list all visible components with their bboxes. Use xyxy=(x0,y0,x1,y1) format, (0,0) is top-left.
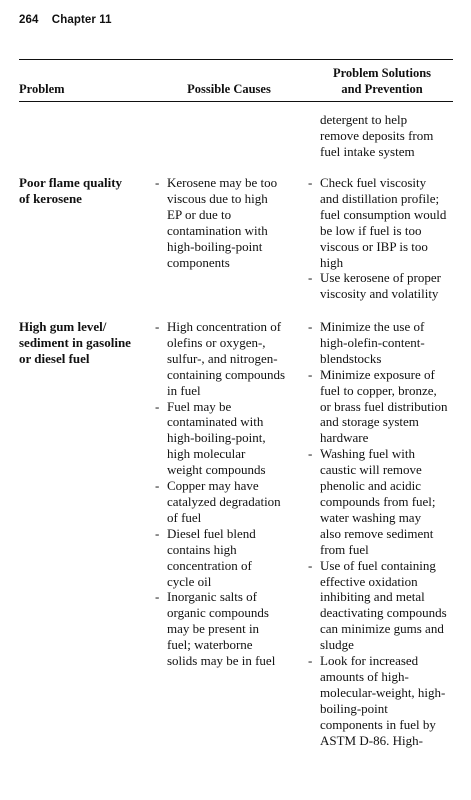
causes-poor-flame-quality xyxy=(154,175,300,270)
solution-item xyxy=(307,270,467,302)
text-line: solids may be in fuel xyxy=(167,653,276,669)
text-line: also remove sediment xyxy=(320,525,434,541)
cause-item xyxy=(154,526,304,590)
text-line: of fuel xyxy=(167,509,202,525)
text-line: or diesel fuel xyxy=(19,350,90,366)
text-line: - Diesel fuel blend xyxy=(167,525,256,541)
continued-solution-cell xyxy=(320,112,460,160)
text-line: concentration of xyxy=(167,557,252,573)
column-header-solutions-line1: Problem Solutions xyxy=(332,66,432,80)
text-line: of kerosene xyxy=(19,190,82,206)
text-line: weight compounds xyxy=(167,462,266,478)
text-line: sulfur-, and nitrogen- xyxy=(167,350,278,366)
text-line: and storage system xyxy=(320,414,419,430)
text-line: or brass fuel distribution xyxy=(320,398,448,414)
text-line: - Use of fuel containing xyxy=(320,557,436,573)
text-line: - Copper may have xyxy=(167,478,259,494)
text-line: from fuel xyxy=(320,541,369,557)
chapter-title: Chapter 11 xyxy=(51,14,112,26)
solution-item xyxy=(307,558,469,653)
text-line: cycle oil xyxy=(167,573,212,589)
text-line: contains high xyxy=(167,541,237,557)
text-line: caustic will remove xyxy=(320,462,422,478)
text-line: high-boiling-point xyxy=(167,238,263,254)
cause-item xyxy=(154,319,304,399)
text-line: viscosity and volatility xyxy=(320,286,439,302)
cause-item xyxy=(154,478,304,526)
text-line: detergent to help xyxy=(320,112,408,127)
problem-high-gum-level xyxy=(19,319,159,367)
text-line: high-boiling-point, xyxy=(167,430,266,446)
text-line: ASTM D-86. High- xyxy=(320,732,423,748)
text-line: - Minimize the use of xyxy=(320,319,425,334)
causes-high-gum-level xyxy=(154,319,304,669)
text-line: effective oxidation xyxy=(320,573,418,589)
solution-item xyxy=(307,319,469,367)
column-header-solutions-line2: and Prevention xyxy=(341,82,423,96)
text-line: - Look for increased xyxy=(320,653,419,669)
text-line: - Inorganic salts of xyxy=(167,589,258,605)
text-line: viscous due to high xyxy=(167,190,268,206)
page-number: 264 xyxy=(19,14,39,26)
text-line: fuel intake system xyxy=(320,143,415,159)
text-line: sludge xyxy=(320,637,354,653)
solution-item xyxy=(307,367,469,447)
text-line: catalyzed degradation xyxy=(167,493,281,509)
text-line: remove deposits from xyxy=(320,127,434,143)
text-line: water washing may xyxy=(320,509,422,525)
column-header-causes: Possible Causes xyxy=(187,82,271,96)
cause-item xyxy=(154,399,304,479)
text-line: contamination with xyxy=(167,222,268,238)
text-line: fuel consumption would xyxy=(320,206,447,222)
solution-item xyxy=(307,446,469,557)
text-line: high-olefin-content- xyxy=(320,334,425,350)
text-line: can minimize gums and xyxy=(320,621,444,637)
solution-item xyxy=(307,653,469,748)
text-line: viscous or IBP is too xyxy=(320,238,428,254)
text-line: be low if fuel is too xyxy=(320,222,422,238)
text-line: olefins or oxygen-, xyxy=(167,334,266,350)
table-top-rule xyxy=(19,59,453,60)
text-line: high molecular xyxy=(167,446,246,462)
column-header-problem: Problem xyxy=(19,82,65,96)
text-line: - High concentration of xyxy=(167,319,282,334)
text-line: fuel to copper, bronze, xyxy=(320,382,437,398)
solutions-high-gum-level xyxy=(307,319,469,748)
text-line: High gum level/ xyxy=(19,319,107,334)
text-line: organic compounds xyxy=(167,605,269,621)
table-header-rule xyxy=(19,101,453,102)
text-line: - Fuel may be xyxy=(167,398,232,414)
text-line: inhibiting and metal xyxy=(320,589,425,605)
text-line: and distillation profile; xyxy=(320,190,440,206)
text-line: - Use kerosene of proper xyxy=(320,270,441,286)
text-line: phenolic and acidic xyxy=(320,478,422,494)
text-line: compounds from fuel; xyxy=(320,493,436,509)
text-line: hardware xyxy=(320,430,369,446)
text-line: deactivating compounds xyxy=(320,605,447,621)
text-line: fuel; waterborne xyxy=(167,637,253,653)
text-line: - Kerosene may be too xyxy=(167,175,278,190)
text-line: in fuel xyxy=(167,382,201,398)
text-line: sediment in gasoline xyxy=(19,334,131,350)
text-line: Poor flame quality xyxy=(19,175,123,190)
text-line: containing compounds xyxy=(167,366,286,382)
running-head xyxy=(19,14,112,26)
problem-poor-flame-quality xyxy=(19,175,159,207)
cause-item xyxy=(154,175,300,270)
text-line: components xyxy=(167,254,230,270)
text-line: - Washing fuel with xyxy=(320,446,415,462)
text-line: may be present in xyxy=(167,621,260,637)
solution-item xyxy=(307,175,467,270)
text-line: - Check fuel viscosity xyxy=(320,175,427,190)
text-line: molecular-weight, high- xyxy=(320,684,446,700)
cause-item xyxy=(154,589,304,669)
text-line: - Minimize exposure of xyxy=(320,366,435,382)
text-line: EP or due to xyxy=(167,206,232,222)
text-line: high xyxy=(320,254,344,270)
text-line: blendstocks xyxy=(320,350,382,366)
text-line: amounts of high- xyxy=(320,668,409,684)
text-line: boiling-point xyxy=(320,700,388,716)
column-header-solutions xyxy=(318,65,446,97)
text-line: components in fuel by xyxy=(320,716,436,732)
solutions-poor-flame-quality xyxy=(307,175,467,302)
text-line: contaminated with xyxy=(167,414,264,430)
